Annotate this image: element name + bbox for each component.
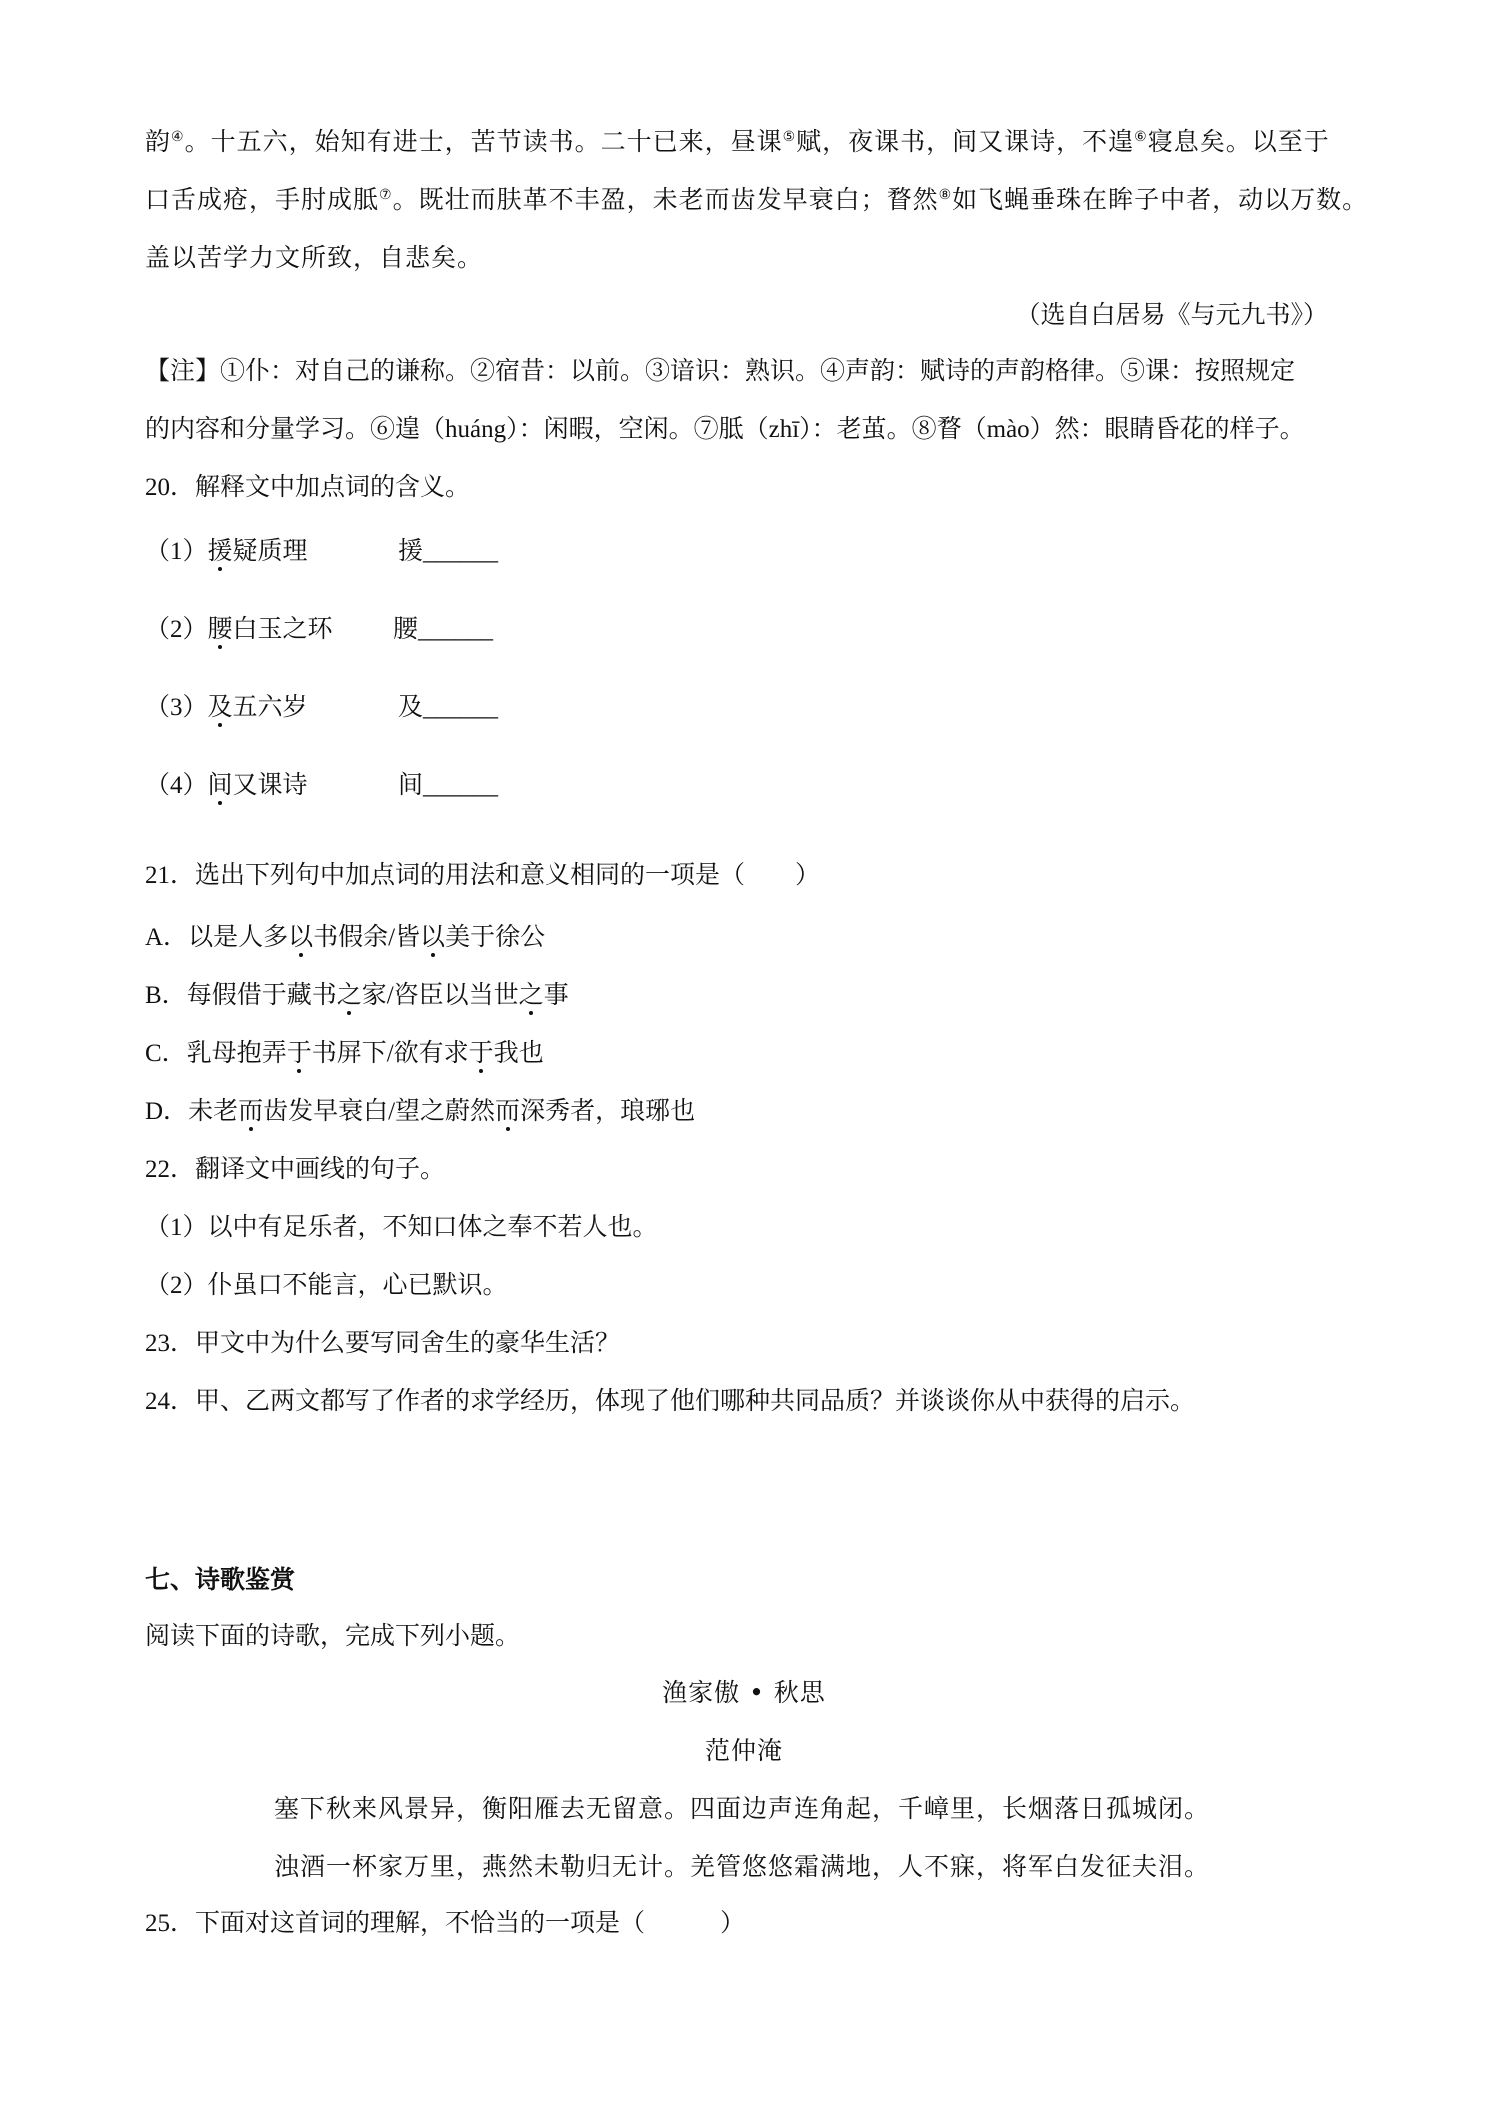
q20-item-1 [145, 532, 308, 572]
question-23: 23．甲文中为什么要写同舍生的豪华生活？ [145, 1330, 621, 1357]
option-label: C． [145, 1040, 187, 1067]
passage-text: 口舌成疮，手肘成胝 [145, 185, 380, 214]
footnote-marker: ⑤ [782, 129, 797, 145]
question-25: 25．下面对这首词的理解，不恰当的一项是（ ） [145, 1910, 746, 1937]
answer-blank[interactable]: ______ [423, 538, 499, 565]
dotted-word: 而 [495, 1098, 521, 1125]
q21-option-a[interactable] [145, 918, 545, 958]
answer-word: 腰 [393, 616, 419, 643]
dotted-word: 及 [207, 694, 233, 721]
answer-blank[interactable]: ______ [423, 772, 499, 799]
notes-line-1: 【注】①仆：对自己的谦称。②宿昔：以前。③谙识：熟识。④声韵：赋诗的声韵格律。⑤课：按照规定 [145, 358, 1296, 385]
dotted-word: 之 [336, 982, 362, 1009]
passage-text: 如飞蝇垂珠在眸子中者，动以万数。 [952, 185, 1369, 214]
dotted-word: 而 [238, 1098, 264, 1125]
dotted-word: 以 [420, 924, 446, 951]
passage-line-2 [145, 180, 1368, 220]
option-text: 美于徐公 [445, 924, 546, 951]
answer-word: 援 [398, 538, 424, 565]
dotted-word: 援 [207, 538, 233, 565]
passage-line-3: 盖以苦学力文所致，自悲矣。 [145, 243, 484, 272]
q20-answer-2[interactable] [393, 610, 493, 650]
item-number: （4） [145, 772, 208, 799]
q21-option-d[interactable] [145, 1092, 695, 1132]
footnote-marker: ⑦ [379, 187, 393, 203]
q20-answer-1[interactable] [398, 532, 498, 572]
option-label: A． [145, 924, 189, 951]
passage-text: 寝息矣。以至于 [1147, 127, 1330, 156]
option-text: 未老 [188, 1098, 239, 1125]
option-text: 齿发早衰白/望之蔚然 [263, 1098, 496, 1125]
dotted-word: 以 [288, 924, 314, 951]
q20-answer-3[interactable] [398, 688, 498, 728]
q20-item-3 [145, 688, 308, 728]
item-phrase: 五六岁 [232, 694, 308, 721]
option-text: 事 [543, 982, 569, 1009]
passage-text: 。十五六，始知有进士，苦节读书。二十已来，昼课 [184, 127, 783, 156]
question-24: 24．甲、乙两文都写了作者的求学经历，体现了他们哪种共同品质？并谈谈你从中获得的启示。 [145, 1388, 1196, 1415]
option-text: 每假借于藏书 [186, 982, 337, 1009]
question-22-sentence-2: （2）仆虽口不能言，心已默识。 [145, 1272, 508, 1299]
passage-text: 韵 [145, 127, 172, 156]
poem-line-1: 塞下秋来风景异，衡阳雁去无留意。四面边声连角起，千嶂里，长烟落日孤城闭。 [274, 1794, 1211, 1823]
option-text: 书假余/皆 [313, 924, 421, 951]
section-7-heading: 七、诗歌鉴赏 [145, 1565, 296, 1594]
footnote-marker: ⑥ [1134, 129, 1148, 145]
question-21-stem: 21．选出下列句中加点词的用法和意义相同的一项是（ ） [145, 862, 821, 889]
notes-line-2: 的内容和分量学习。⑥遑（huáng）：闲暇，空闲。⑦胝（zhī）：老茧。⑧瞀（mào）然：眼睛昏花的样子。 [145, 416, 1305, 443]
passage-line-1 [145, 122, 1330, 162]
question-22-sentence-1: （1）以中有足乐者，不知口体之奉不若人也。 [145, 1214, 658, 1241]
question-20-stem: 20．解释文中加点词的含义。 [145, 474, 471, 501]
poem-line-2: 浊酒一杯家万里，燕然未勒归无计。羌管悠悠霜满地，人不寐，将军白发征夫泪。 [274, 1852, 1211, 1881]
dotted-word: 间 [207, 772, 233, 799]
q21-option-b[interactable] [145, 976, 569, 1016]
option-label: B． [145, 982, 187, 1009]
option-text: 深秀者，琅琊也 [520, 1098, 696, 1125]
option-text: 家/咨臣以当世 [361, 982, 519, 1009]
option-text: 乳母抱弄 [186, 1040, 287, 1067]
q20-answer-4[interactable] [398, 766, 498, 806]
q21-option-c[interactable] [145, 1034, 544, 1074]
item-phrase: 又课诗 [232, 772, 308, 799]
answer-word: 及 [398, 694, 424, 721]
poem-author: 范仲淹 [704, 1736, 783, 1765]
passage-text: 。既壮而肤革不丰盈，未老而齿发早衰白；瞀然 [392, 185, 939, 214]
passage-source: （选自白居易《与元九书》） [1015, 302, 1328, 329]
dotted-word: 之 [518, 982, 544, 1009]
footnote-marker: ④ [171, 129, 185, 145]
answer-blank[interactable]: ______ [423, 694, 499, 721]
poem-title: 渔家傲 • 秋思 [662, 1678, 826, 1707]
item-phrase: 白玉之环 [232, 616, 333, 643]
question-22-stem: 22．翻译文中画线的句子。 [145, 1156, 446, 1183]
item-number: （1） [145, 538, 208, 565]
item-number: （3） [145, 694, 208, 721]
option-text: 书屏下/欲有求 [311, 1040, 469, 1067]
answer-blank[interactable]: ______ [418, 616, 494, 643]
dotted-word: 于 [468, 1040, 494, 1067]
option-text: 我也 [493, 1040, 544, 1067]
q20-item-4 [145, 766, 308, 806]
footnote-marker: ⑧ [938, 187, 953, 203]
item-number: （2） [145, 616, 208, 643]
option-label: D． [145, 1098, 189, 1125]
option-text: 以是人多 [188, 924, 289, 951]
dotted-word: 腰 [207, 616, 233, 643]
item-phrase: 疑质理 [232, 538, 308, 565]
passage-text: 赋，夜课书，间又课诗，不遑 [796, 127, 1135, 156]
dotted-word: 于 [286, 1040, 312, 1067]
q20-item-2 [145, 610, 333, 650]
section-7-intro: 阅读下面的诗歌，完成下列小题。 [145, 1623, 521, 1650]
answer-word: 间 [398, 772, 424, 799]
